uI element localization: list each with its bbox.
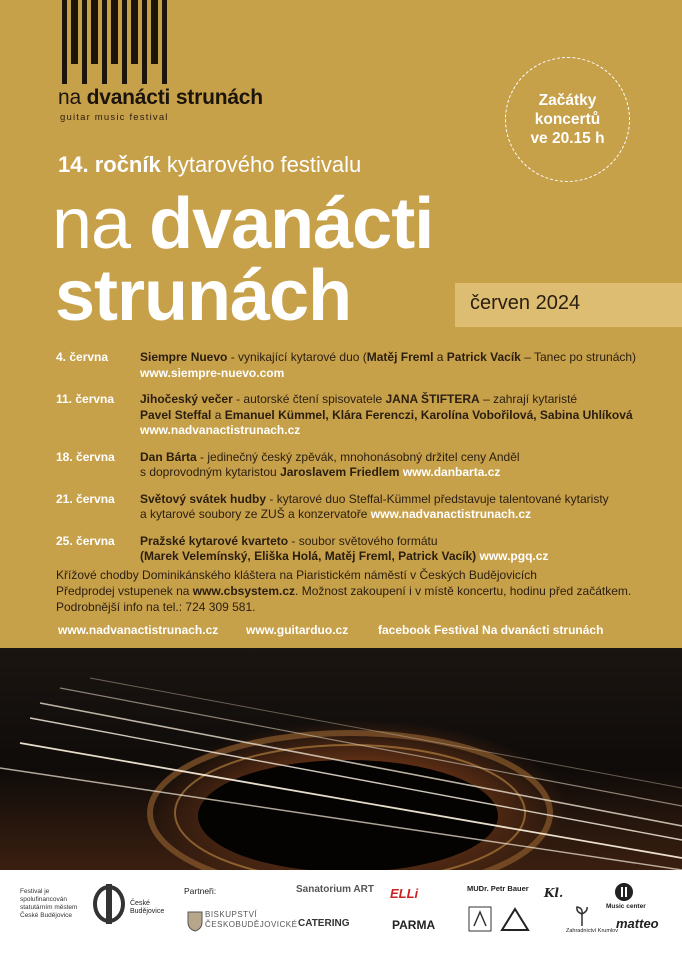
event-line [140,507,656,523]
event-line [140,534,656,550]
logo-wordmark [58,86,263,110]
event-website-link[interactable]: www.pgq.cz [479,549,549,563]
event-date: 21. června [56,491,115,506]
event-highlight: Matěj Freml [366,350,434,364]
partners-label: Partneři: [184,886,217,896]
program-list [56,350,656,576]
badge-line-3: ve 20.15 h [530,130,605,147]
edition-heading [58,152,361,178]
event-highlight: Pavel Steffal [140,407,212,422]
ticket-link[interactable]: www.cbsystem.cz [192,584,296,598]
event-text: - soubor světového formátu [288,533,438,548]
garden-icon [574,906,590,928]
event-highlight: Dan Bárta [140,449,197,464]
venue-info [56,567,631,615]
event-text: - kytarové duo Steffal-Kümmel představuje talentované kytaristy [266,491,609,506]
link-guitarduo[interactable]: www.guitarduo.cz [246,623,349,637]
event-highlight: Emanuel Kümmel, Klára Ferenczi, Karolína Vobořilová, Sabina Uhlíková [224,407,633,422]
music-center-icon [614,882,634,902]
title-line-1 [52,184,433,264]
event-highlight: Jihočeský večer [140,392,233,406]
title-line-2: strunách [55,256,352,336]
pharmacy-icon [468,906,492,932]
event-description [140,450,656,481]
event-text: – zahrají kytaristé [479,392,578,406]
music-center-logo: Music center [606,903,646,910]
mud-logo: MUDr. Petr Bauer [467,884,529,893]
catering-logo: CATERING [298,918,350,929]
event-highlight: Jaroslavem Friedlem [280,465,400,479]
event-line [140,450,656,466]
event-item [56,350,656,381]
event-date: 11. června [56,392,115,406]
event-website-link[interactable]: www.nadvanactistrunach.cz [140,423,301,437]
logo-name-plain: na [58,86,87,109]
city-emblem-icon [92,884,126,924]
event-description [140,534,656,565]
event-line [140,392,656,408]
event-description [140,492,656,523]
guitar-photo [0,648,682,870]
event-line [140,423,656,439]
venue-line-1: Křížové chodby Dominikánského kláštera na Piaristickém náměstí v Českých Budějovicích [56,568,537,582]
event-text: s doprovodným kytaristou [140,465,281,479]
badge-line-1: Začátky [538,92,597,109]
event-text: a [433,350,447,364]
matteo-logo: matteo [616,916,659,931]
event-website-link[interactable]: www.siempre-nuevo.com [140,365,285,380]
event-website-link[interactable]: www.danbarta.cz [402,465,501,479]
event-highlight: Pražské kytarové kvarteto [140,533,289,548]
event-text: - autorské čtení spisovatele [232,392,386,406]
zahradnictvi-logo: Zahradnictví Krumlov [566,928,618,934]
event-date: 4. června [56,350,109,364]
mountain-logo-icon [500,906,530,932]
signature-logo: Kl. [544,886,564,900]
title-bold: dvanácti [149,184,434,264]
event-line [140,350,656,366]
partners-footer [0,870,682,966]
event-text: - vynikající kytarové duo ( [227,350,367,364]
edition-rest: kytarového festivalu [160,152,362,177]
venue-line-2 [56,583,631,599]
event-line [140,492,656,508]
link-facebook[interactable]: facebook Festival Na dvanácti strunách [378,623,604,637]
event-website-link[interactable]: www.nadvanactistrunach.cz [370,507,532,521]
elli-logo: ELLi [390,886,419,901]
venue-presale-note: . Možnost zakoupení i v místě koncertu, hodinu před začátkem. [295,584,632,598]
photo-credit: Foto: Klára Trnková [620,954,673,960]
logo-subtitle: guitar music festival [60,112,169,123]
event-date: 18. června [56,449,115,464]
logo-name-bold: dvanácti strunách [86,86,263,109]
edition-number: 14. ročník [58,152,161,177]
event-text: a kytarové soubory ze ZUŠ a konzervatoře [140,507,371,521]
title-plain: na [52,184,150,264]
city-logo-label: České Budějovice [130,900,165,915]
biskupstvi-logo: BISKUPSTVÍ ČESKOBUDĚJOVICKÉ [205,910,298,929]
event-highlight: (Marek Velemínský, Eliška Holá, Matěj Freml, Patrick Vacík) [140,549,477,563]
event-text: - jedinečný český zpěvák, mnohonásobný držitel ceny Anděl [196,449,520,464]
event-line [140,465,656,481]
piano-keys-logo-icon [62,0,170,84]
start-time-badge [505,57,630,182]
sanatorium-logo: Sanatorium ART [296,884,374,895]
venue-line-3: Podrobnější info na tel.: 724 309 581. [56,600,256,614]
event-description [140,392,656,439]
event-item [56,450,656,481]
event-description [140,350,656,381]
venue-presale-text: Předprodej vstupenek na [56,584,193,598]
badge-line-2: koncertů [534,111,601,128]
event-text: – Tanec po strunách) [520,350,637,364]
support-text: Festival je spolufinancován statutárním městem České Budějovice [20,888,78,919]
link-festival-site[interactable]: www.nadvanactistrunach.cz [58,623,219,637]
event-line [140,549,656,565]
month-label: červen 2024 [470,292,581,314]
event-line [140,408,656,424]
event-highlight: Patrick Vacík [446,350,521,364]
guitar-strings-image [0,648,682,870]
event-item [56,392,656,439]
event-date: 25. června [56,533,115,548]
event-text: a [211,407,225,422]
event-highlight: JANA ŠTIFTERA [385,392,480,406]
event-line [140,366,656,382]
parma-logo: PARMA [392,918,436,932]
event-highlight: Siempre Nuevo [140,350,228,364]
event-item [56,492,656,523]
event-highlight: Světový svátek hudby [140,491,267,506]
event-item [56,534,656,565]
coat-of-arms-icon [186,910,204,932]
